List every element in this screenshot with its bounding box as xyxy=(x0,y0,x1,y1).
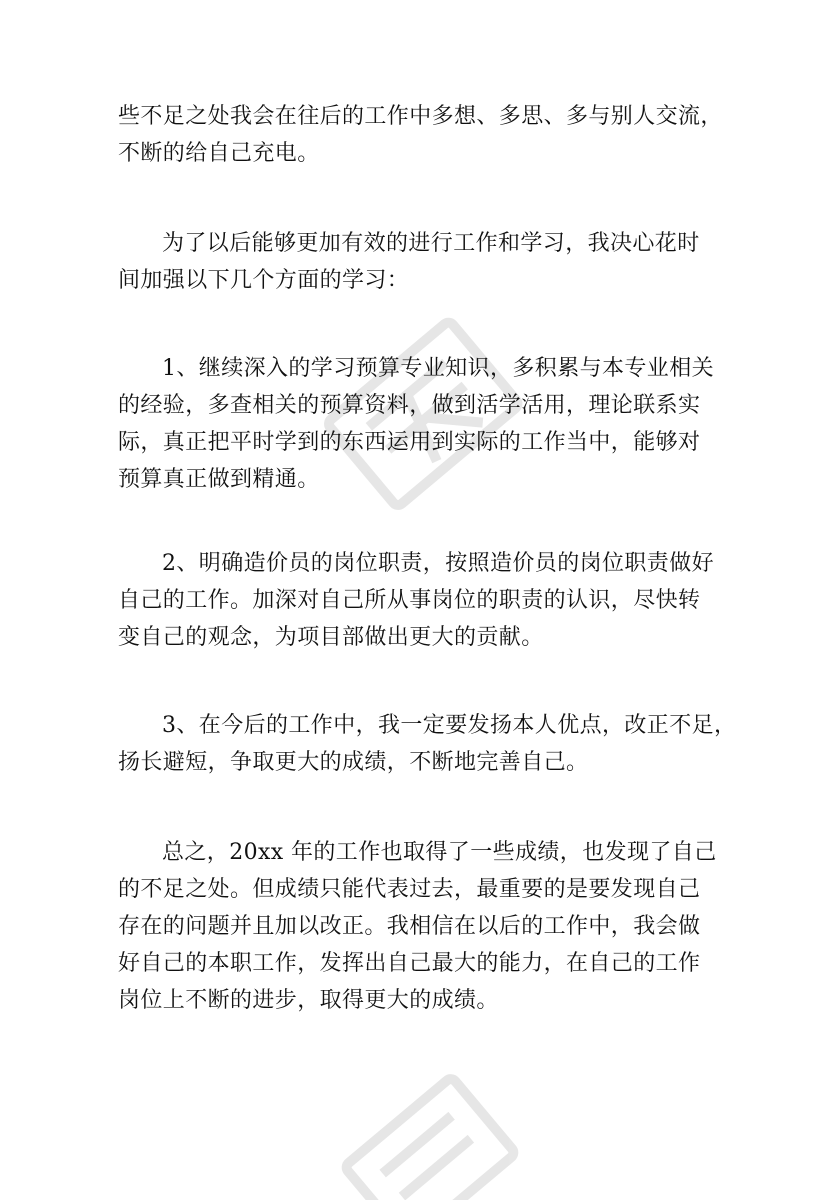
paragraph-summary xyxy=(118,834,718,1019)
text-line: 些不足之处我会在往后的工作中多想、多思、多与别人交流， xyxy=(118,104,723,129)
watermark-logo-icon xyxy=(330,1060,530,1200)
text-line: 为了以后能够更加有效的进行工作和学习，我决心花时 xyxy=(162,231,700,256)
paragraph-item-1 xyxy=(118,350,718,498)
text-line: 1、继续深入的学习预算专业知识，多积累与本专业相关 xyxy=(162,356,714,381)
text-line: 总之，20xx 年的工作也取得了一些成绩，也发现了自己 xyxy=(162,840,717,865)
paragraph-continuation xyxy=(118,98,723,172)
text-line: 2、明确造价员的岗位职责，按照造价员的岗位职责做好 xyxy=(162,551,714,576)
text-line: 3、在今后的工作中，我一定要发扬本人优点，改正不足， xyxy=(162,713,737,738)
text-line: 不断的给自己充电。 xyxy=(118,141,320,166)
text-line: 扬长避短，争取更大的成绩，不断地完善自己。 xyxy=(118,750,589,775)
text-line: 自己的工作。加深对自己所从事岗位的职责的认识，尽快转 xyxy=(118,588,701,613)
text-line: 存在的问题并且加以改正。我相信在以后的工作中，我会做 xyxy=(118,914,701,939)
text-line: 的经验，多查相关的预算资料，做到活学活用，理论联系实 xyxy=(118,393,701,418)
text-line: 岗位上不断的进步，取得更大的成绩。 xyxy=(118,988,499,1013)
text-line: 预算真正做到精通。 xyxy=(118,467,320,492)
paragraph-intro xyxy=(118,225,718,299)
text-line: 的不足之处。但成绩只能代表过去，最重要的是要发现自己 xyxy=(118,877,701,902)
paragraph-item-3 xyxy=(118,707,737,781)
paragraph-item-2 xyxy=(118,545,718,656)
text-line: 变自己的观念，为项目部做出更大的贡献。 xyxy=(118,625,544,650)
text-line: 际，真正把平时学到的东西运用到实际的工作当中，能够对 xyxy=(118,430,701,455)
text-line: 好自己的本职工作，发挥出自己最大的能力，在自己的工作 xyxy=(118,951,701,976)
text-line: 间加强以下几个方面的学习： xyxy=(118,268,410,293)
